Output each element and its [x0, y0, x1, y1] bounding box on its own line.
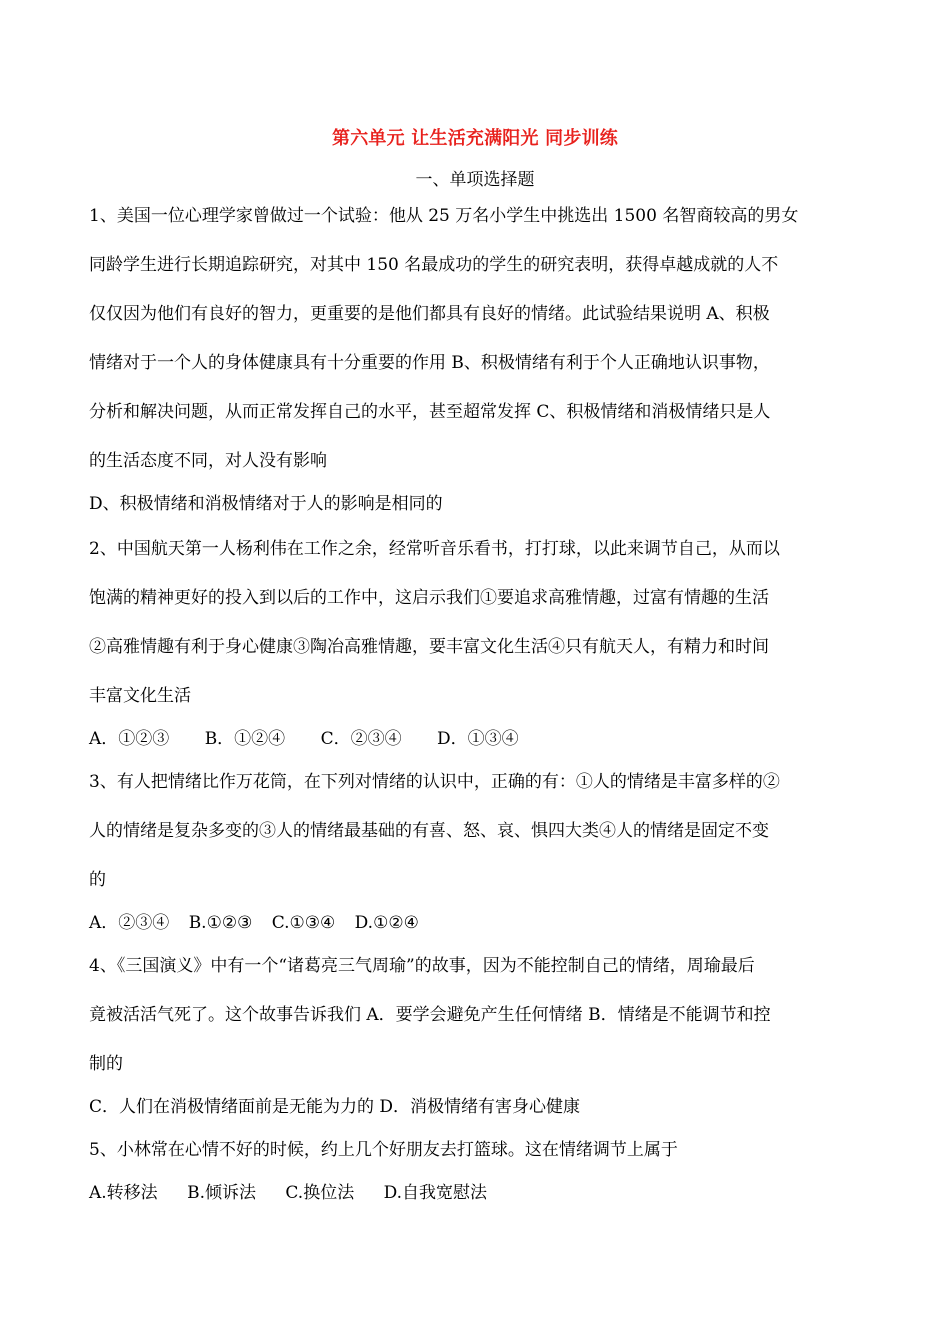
section-heading: 一、单项选择题 — [415, 170, 535, 190]
document-title: 第六单元 让生活充满阳光 同步训练 — [332, 128, 618, 149]
q2-option-a: A．①②③ — [89, 729, 170, 749]
q2-option-c: C．②③④ — [320, 729, 402, 749]
text-line: 的生活态度不同，对人没有影响 — [89, 451, 327, 471]
q2-options — [89, 728, 549, 750]
q3-option-c: C.①③④ — [271, 913, 336, 933]
q5-option-d: D.自我宽慰法 — [383, 1183, 488, 1203]
q3-option-a: A．②③④ — [89, 913, 170, 933]
text-line: 4、《三国演义》中有一个“诸葛亮三气周瑜”的故事，因为不能控制自己的情绪，周瑜最后 — [89, 956, 755, 976]
q5-option-c: C.换位法 — [285, 1183, 355, 1203]
q5-option-a: A.转移法 — [89, 1183, 158, 1203]
text-line: 5、小林常在心情不好的时候，约上几个好朋友去打篮球。这在情绪调节上属于 — [89, 1140, 678, 1160]
text-line: 人的情绪是复杂多变的③人的情绪最基础的有喜、怒、哀、惧四大类④人的情绪是固定不变 — [89, 821, 769, 841]
text-line: 3、有人把情绪比作万花筒，在下列对情绪的认识中，正确的有：①人的情绪是丰富多样的② — [89, 772, 780, 792]
text-line: 的 — [89, 870, 106, 890]
text-line: 情绪对于一个人的身体健康具有十分重要的作用 B、积极情绪有利于个人正确地认识事物， — [89, 353, 770, 373]
q3-option-d: D.①②④ — [354, 913, 419, 933]
text-line: 2、中国航天第一人杨利伟在工作之余，经常听音乐看书，打打球，以此来调节自己，从而以 — [89, 539, 780, 559]
text-line: 制的 — [89, 1054, 123, 1074]
q2-option-d: D．①③④ — [437, 729, 519, 749]
text-line: 饱满的精神更好的投入到以后的工作中，这启示我们①要追求高雅情趣，过富有情趣的生活 — [89, 588, 769, 608]
text-line: 竟被活活气死了。这个故事告诉我们 A．要学会避免产生任何情绪 B．情绪是不能调节和控 — [89, 1005, 771, 1025]
text-line: 仅仅因为他们有良好的智力，更重要的是他们都具有良好的情绪。此试验结果说明 A、积极 — [89, 304, 770, 324]
q3-options — [89, 912, 433, 934]
text-line: 1、美国一位心理学家曾做过一个试验：他从 25 万名小学生中挑选出 1500 名智商较高的男女 — [89, 206, 799, 226]
text-line: 丰富文化生活 — [89, 686, 191, 706]
text-line: ②高雅情趣有利于身心健康③陶冶高雅情趣，要丰富文化生活④只有航天人，有精力和时间 — [89, 637, 769, 657]
q2-option-b: B．①②④ — [204, 729, 286, 749]
text-line: 同龄学生进行长期追踪研究，对其中 150 名最成功的学生的研究表明，获得卓越成就的人不 — [89, 255, 779, 275]
q5-option-b: B.倾诉法 — [187, 1183, 256, 1203]
text-line: 分析和解决问题，从而正常发挥自己的水平，甚至超常发挥 C、积极情绪和消极情绪只是人 — [89, 402, 771, 422]
text-line: D、积极情绪和消极情绪对于人的影响是相同的 — [89, 494, 443, 514]
q5-options — [89, 1182, 511, 1204]
q3-option-b: B.①②③ — [188, 913, 253, 933]
text-line: C．人们在消极情绪面前是无能为力的 D．消极情绪有害身心健康 — [89, 1097, 581, 1117]
